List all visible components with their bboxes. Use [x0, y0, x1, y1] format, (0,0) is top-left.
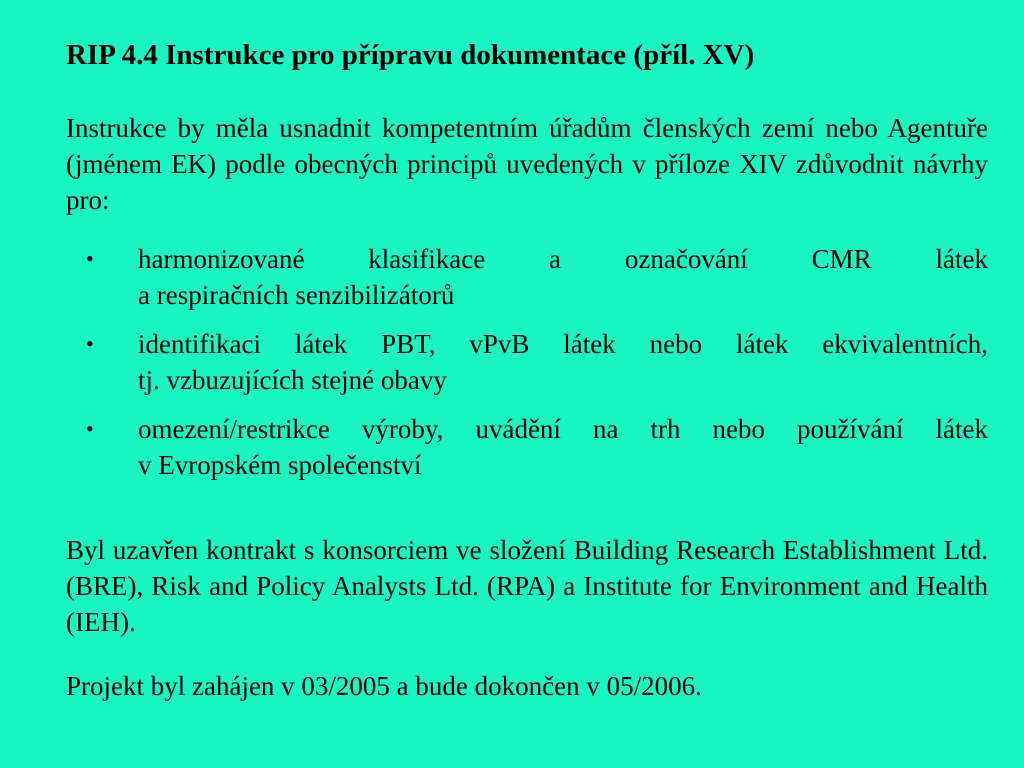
slide-title: RIP 4.4 Instrukce pro přípravu dokumentace (příl. XV)	[66, 39, 755, 71]
bullet-item-pbt	[66, 326, 988, 398]
bullet-item-restriction	[66, 411, 988, 483]
project-paragraph: Projekt byl zahájen v 03/2005 a bude dokončen v 05/2006.	[66, 671, 702, 701]
bullet-line-1: omezení/restrikce výroby, uvádění na trh nebo používání látek	[138, 414, 988, 444]
bullet-icon: •	[86, 416, 94, 441]
bullet-line-2: v Evropském společenství	[138, 450, 422, 480]
intro-paragraph: Instrukce by měla usnadnit kompetentním úřadům členských zemí nebo Agentuře (jménem EK) podle obecných principů uvedených v příloze XIV zdůvodnit návrhy pro:	[66, 113, 988, 215]
bullet-line-1: identifikaci látek PBT, vPvB látek nebo látek ekvivalentních,	[138, 329, 988, 359]
bullet-text	[138, 411, 988, 483]
bullet-item-cmr	[66, 241, 988, 313]
contract-paragraph: Byl uzavřen kontrakt s konsorciem ve složení Building Research Establishment Ltd. (BRE), Risk and Policy Analysts Ltd. (RPA) a Institute for Environment and Health (IEH).	[66, 535, 988, 637]
bullet-text	[138, 326, 988, 398]
bullet-icon: •	[86, 246, 94, 271]
bullet-icon: •	[86, 331, 94, 356]
bullet-line-2: a respiračních senzibilizátorů	[138, 280, 455, 310]
bullet-line-1: harmonizované klasifikace a označování CMR látek	[138, 244, 988, 274]
bullet-line-2: tj. vzbuzujících stejné obavy	[138, 365, 447, 395]
bullet-list	[66, 241, 988, 496]
bullet-text	[138, 241, 988, 313]
